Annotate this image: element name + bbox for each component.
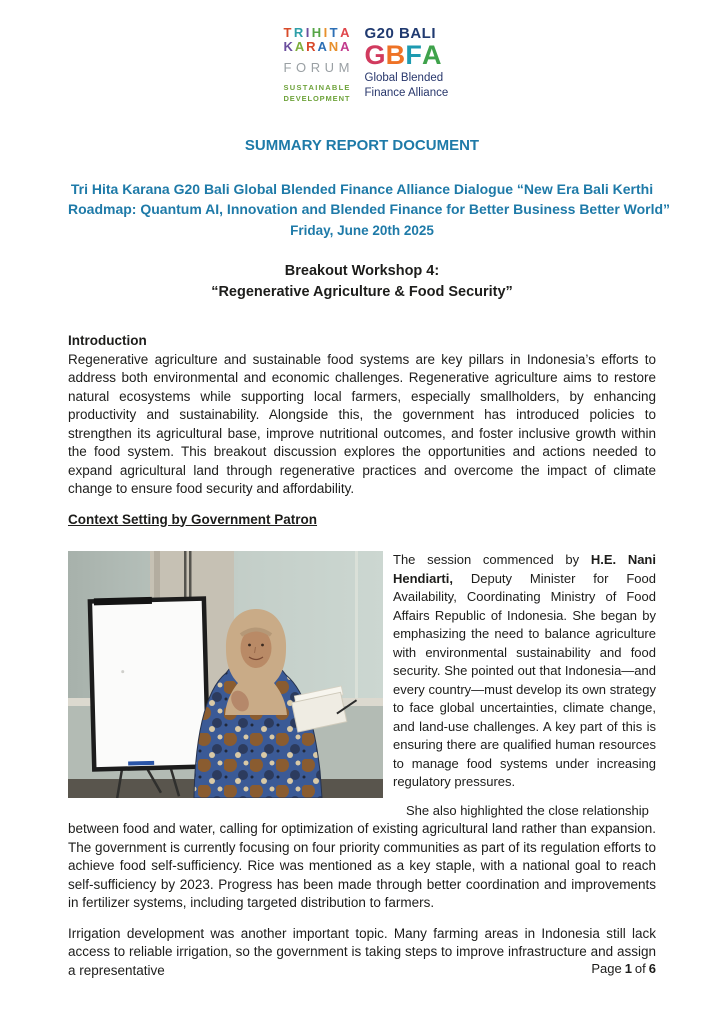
of-label: of (634, 961, 646, 976)
page-number-total: 6 (648, 961, 656, 976)
context-paragraph-2-continuation: between food and water, calling for optimization of existing agricultural land rather than expansion. The government is currently focusing on four priority communities as part of its regulation efforts to achieve food self-sufficiency. Rice was mentioned as a key staple, with a national goal to reach self-sufficiency by 2023. Progress has been made through better coordination and improvements in fertilizer systems, including targeted distribution to farmers. (68, 821, 656, 910)
logo-header (68, 20, 656, 112)
context-text-column (383, 551, 656, 820)
gbfa-logo-g20-bali: G20 BALI (364, 25, 437, 42)
tri-hita-karana-forum-logo (284, 20, 350, 103)
context-setting-heading: Context Setting by Government Patron (68, 511, 318, 527)
thk-logo-line-karana: K A R A N A (283, 39, 350, 54)
document-type-heading: SUMMARY REPORT DOCUMENT (244, 137, 480, 154)
context-paragraph-2-first-line: She also highlighted the close relationship (406, 802, 649, 818)
thk-logo-line-forum: F O R U M (283, 60, 350, 75)
gbfa-logo-acronym: G B F A (364, 40, 441, 70)
speaker-name-bold: H.E. Nani Hendiarti, (393, 552, 656, 586)
event-date: Friday, June 20th 2025 (290, 223, 434, 238)
thk-logo-line-tri-hita: T R I H I T A (283, 25, 350, 40)
context-paragraph-3: Irrigation development was another important topic. Many farming areas in Indonesia still lack access to reliable irrigation, so the government is taking steps to improve infrastructure and assign a representative (68, 925, 656, 978)
gbfa-logo-sub2: Finance Alliance (364, 86, 449, 99)
workshop-heading-line1: Breakout Workshop 4: (284, 263, 440, 279)
context-photo-row (68, 551, 656, 820)
gbfa-logo (364, 20, 449, 100)
spacer (284, 75, 350, 81)
speaker-photo-illustration (68, 551, 383, 798)
thk-logo-line-development: D E V E L O P M E N T (283, 94, 350, 103)
workshop-heading (68, 261, 656, 303)
page-number (591, 961, 656, 976)
thk-logo-line-sustainable: S U S T A I N A B L E (283, 83, 350, 92)
speaker-photo (68, 551, 383, 798)
event-title-line2: Roadmap: Quantum AI, Innovation and Blended Finance for Better Business Better World” (68, 201, 671, 217)
flipchart-easel (90, 596, 209, 798)
event-title-line1: Tri Hita Karana G20 Bali Global Blended Finance Alliance Dialogue “New Era Bali Kerthi (70, 181, 654, 197)
event-title (68, 179, 671, 240)
context-paragraph-1-post: Deputy Minister for Food Availability, Coordinating Ministry of Food Affairs Republic of Indonesia. She began by emphasizing the need to balance agriculture with environmental sustainability and food security. She pointed out that Indonesia—and every country—must develop its own strategy to face global uncertainties, climate change, and land-use challenges. A key part of this is ensuring there are qualified human resources to manage food systems under increasing regulatory pressures. (393, 570, 656, 789)
page-label: Page (591, 961, 622, 976)
introduction-paragraph: Regenerative agriculture and sustainable food systems are key pillars in Indonesia’s efforts to address both environmental and economic challenges. Regenerative agriculture aims to restore natural ecosystems while supporting local farmers, especially smallholders, by enhancing productivity and sustainability. Alongside this, the government has introduced policies to strengthen its agricultural base, improve nutritional outcomes, and foster inclusive growth within the food system. This breakout discussion explores the opportunities and actions needed to expand agricultural land through regenerative practices and overcome the impact of climate change to ensure food security and affordability. (68, 351, 656, 496)
introduction-heading: Introduction (68, 333, 147, 348)
context-paragraph-1 (393, 551, 656, 792)
gbfa-logo-sub1: Global Blended (364, 72, 444, 84)
context-paragraph-1-pre: The session commenced by (393, 552, 591, 567)
page-number-current: 1 (624, 961, 632, 976)
workshop-heading-line2: “Regenerative Agriculture & Food Security” (211, 284, 513, 300)
